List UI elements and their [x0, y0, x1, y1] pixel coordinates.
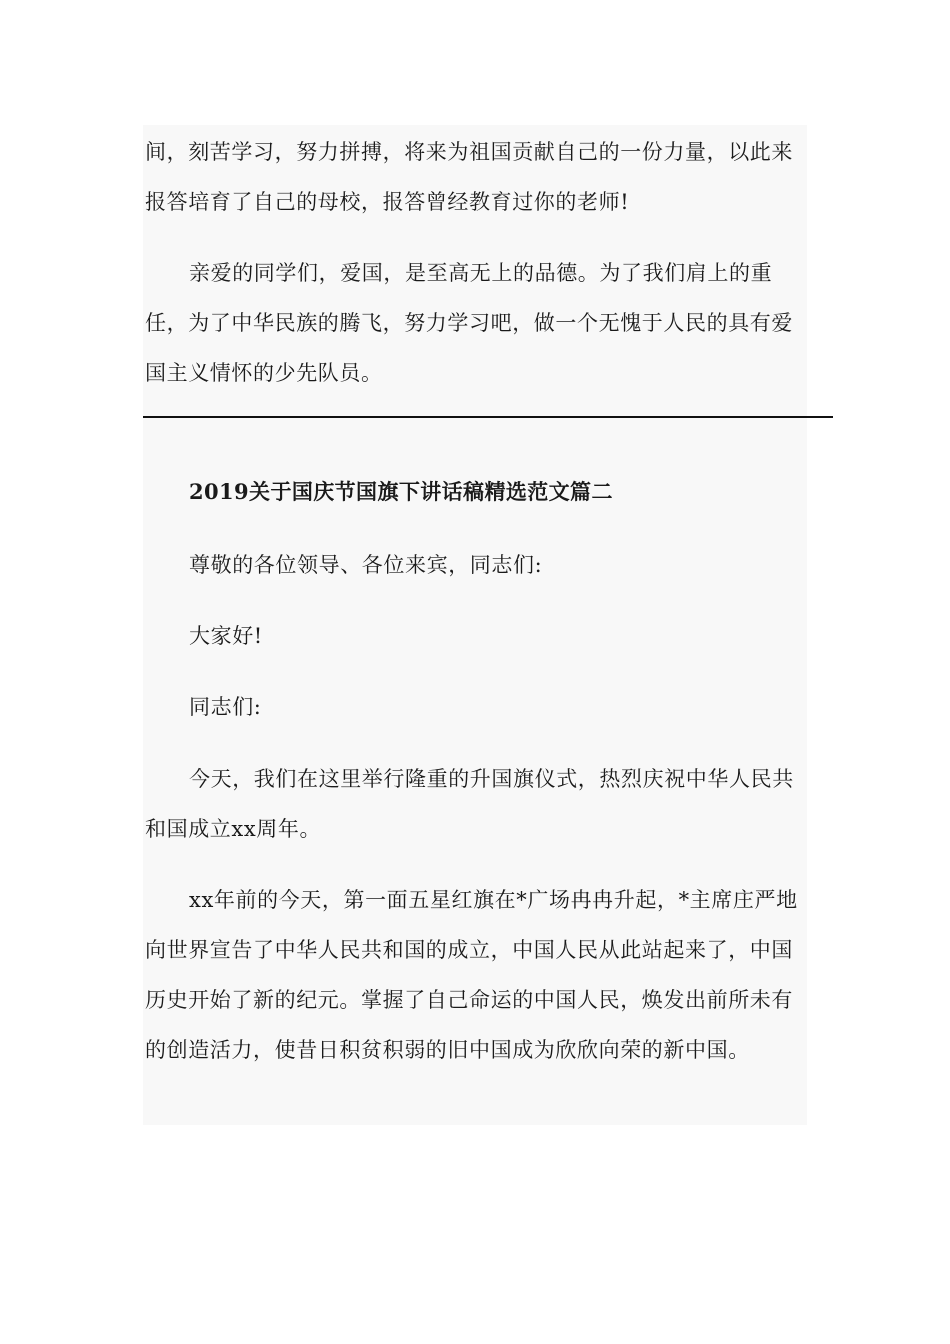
paragraph-patriotism: 亲爱的同学们，爱国，是至高无上的品德。为了我们肩上的重任，为了中华民族的腾飞，努力学习吧，做一个无愧于人民的具有爱国主义情怀的少先队员。: [145, 261, 793, 385]
paragraph-hello: 大家好!: [189, 624, 263, 648]
paragraph-ceremony: 今天，我们在这里举行隆重的升国旗仪式，热烈庆祝中华人民共和国成立xx周年。: [145, 767, 794, 841]
paragraph-greeting: 尊敬的各位领导、各位来宾，同志们:: [189, 553, 543, 577]
paragraph-history: xx年前的今天，第一面五星红旗在*广场冉冉升起，*主席庄严地向世界宣告了中华人民共和国的成立，中国人民从此站起来了，中国历史开始了新的纪元。掌握了自己命运的中国人民，焕发出前所未有的创造活力，使昔日积贫积弱的旧中国成为欣欣向荣的新中国。: [145, 888, 798, 1062]
section-heading: 2019关于国庆节国旗下讲话稿精选范文篇二: [189, 479, 613, 504]
section-divider: [143, 416, 833, 418]
paragraph-comrades: 同志们:: [189, 695, 262, 719]
paragraph-continuation: 间，刻苦学习，努力拼搏，将来为祖国贡献自己的一份力量，以此来报答培育了自己的母校，报答曾经教育过你的老师!: [145, 140, 793, 214]
